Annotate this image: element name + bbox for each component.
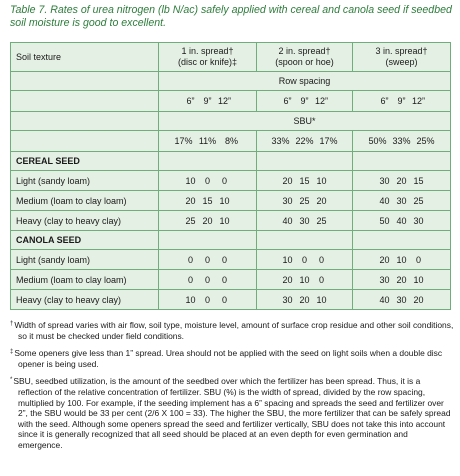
value-cell: 40	[379, 294, 390, 305]
header-label: Soil texture	[16, 51, 62, 62]
value-cell: 10	[219, 195, 230, 206]
value-cell: 25	[185, 215, 196, 226]
value-cell: 0	[221, 175, 227, 186]
value-cell: 30	[396, 195, 407, 206]
header-line: (spoon or hoe)	[275, 57, 334, 67]
soil-texture-cell	[11, 211, 159, 231]
blank-cell	[353, 152, 451, 171]
value-cell: 0	[187, 274, 193, 285]
value-cell: 20	[413, 294, 424, 305]
value-cell: 12”	[411, 96, 425, 106]
value-cell: 17%	[174, 136, 193, 146]
canola-row	[11, 250, 451, 270]
rate-values	[159, 216, 256, 226]
table-caption: Table 7. Rates of urea nitrogen (lb N/ac) safely applied with cereal and canola seed if seedbed soil moisture is good to excellent.	[10, 4, 452, 29]
value-cell: 20	[379, 254, 390, 265]
value-cell: 50%	[368, 136, 387, 146]
cereal-row	[11, 171, 451, 191]
sbu-values	[257, 136, 352, 146]
cereal-row	[11, 191, 451, 211]
rate-values	[159, 295, 256, 305]
footnote-text: Width of spread varies with air flow, soil type, moisture level, amount of surface crop residue and other soil conditions, so it must be checked under field conditions.	[14, 320, 454, 341]
value-cell: 33%	[271, 136, 290, 146]
section-label: CANOLA SEED	[16, 235, 82, 245]
value-cell: 20	[316, 195, 327, 206]
blank-cell	[257, 231, 353, 250]
rate-cell	[257, 270, 353, 290]
value-cell: 33%	[392, 136, 411, 146]
soil-texture-cell	[11, 270, 159, 290]
value-cell: 0	[204, 175, 210, 186]
header-line: (sweep)	[385, 57, 418, 67]
rate-cell	[159, 211, 257, 231]
value-cell: 6”	[283, 96, 292, 106]
soil-texture-label: Medium (loam to clay loam)	[16, 274, 127, 285]
sbu-values	[159, 136, 256, 146]
rate-values	[159, 275, 256, 285]
value-cell: 0	[204, 274, 210, 285]
header-line: 3 in. spread†	[375, 46, 428, 56]
value-cell: 0	[318, 274, 324, 285]
row-spacing-cell	[353, 91, 451, 112]
rate-cell	[353, 270, 451, 290]
table-body	[11, 43, 451, 310]
value-cell: 0	[318, 254, 324, 265]
cereal-section-row	[11, 152, 451, 171]
footnotes	[10, 319, 454, 457]
value-cell: 6”	[186, 96, 195, 106]
value-cell: 25%	[416, 136, 435, 146]
soil-texture-cell	[11, 171, 159, 191]
value-cell: 9”	[397, 96, 406, 106]
canola-row	[11, 290, 451, 310]
row-spacing-label-row	[11, 72, 451, 91]
sbu-label-row	[11, 112, 451, 131]
value-cell: 30	[282, 294, 293, 305]
value-cell: 25	[299, 195, 310, 206]
rate-values	[159, 196, 256, 206]
footnote-mark: ‡	[10, 349, 14, 356]
value-cell: 15	[202, 195, 213, 206]
rate-cell	[257, 191, 353, 211]
row-spacing-values	[159, 96, 256, 106]
value-cell: 0	[204, 294, 210, 305]
section-label: CEREAL SEED	[16, 156, 80, 166]
footnote-text: Some openers give less than 1” spread. Urea should not be applied with the seed on light soils when a double disc opener is being used.	[14, 348, 443, 369]
row-spacing-label	[159, 72, 451, 91]
soil-texture-label: Heavy (clay to heavy clay)	[16, 294, 122, 305]
footnote-mark: †	[10, 321, 14, 327]
rate-values	[353, 216, 450, 226]
value-cell: 20	[202, 215, 213, 226]
value-cell: 11%	[198, 136, 217, 146]
value-cell: 10	[282, 254, 293, 265]
value-cell: 10	[413, 274, 424, 285]
rate-values	[353, 275, 450, 285]
sbu-cell	[257, 131, 353, 152]
header-col3	[353, 43, 451, 72]
header-line: (disc or knife)‡	[177, 57, 238, 67]
header-row	[11, 43, 451, 72]
soil-texture-label: Light (sandy loam)	[16, 175, 91, 186]
rate-values	[353, 196, 450, 206]
rate-values	[159, 255, 256, 265]
footnote-dagger	[10, 319, 454, 341]
value-cell: 0	[415, 254, 421, 265]
value-cell: 8%	[224, 136, 238, 146]
rate-values	[257, 255, 352, 265]
rate-values	[353, 176, 450, 186]
footnote-mark: *	[10, 377, 13, 384]
value-cell: 0	[221, 294, 227, 305]
value-cell: 0	[221, 254, 227, 265]
value-cell: 9”	[300, 96, 309, 106]
blank-cell	[159, 231, 257, 250]
soil-texture-label: Heavy (clay to heavy clay)	[16, 215, 122, 226]
soil-texture-cell	[11, 290, 159, 310]
rate-values	[257, 196, 352, 206]
value-cell: 40	[282, 215, 293, 226]
header-soil-texture	[11, 43, 159, 72]
rate-cell	[159, 290, 257, 310]
rate-values	[257, 216, 352, 226]
value-cell: 9”	[203, 96, 212, 106]
rate-cell	[257, 290, 353, 310]
soil-texture-label: Medium (loam to clay loam)	[16, 195, 127, 206]
row-spacing-values-row	[11, 91, 451, 112]
value-cell: 10	[185, 294, 196, 305]
soil-texture-label: Light (sandy loam)	[16, 254, 91, 265]
header-line: 1 in. spread†	[181, 46, 234, 56]
value-cell: 30	[379, 175, 390, 186]
blank-cell	[159, 152, 257, 171]
row-spacing-cell	[159, 91, 257, 112]
sbu-cell	[159, 131, 257, 152]
rate-cell	[159, 250, 257, 270]
value-cell: 0	[221, 274, 227, 285]
value-cell: 20	[396, 274, 407, 285]
value-cell: 10	[396, 254, 407, 265]
rate-cell	[353, 211, 451, 231]
rate-cell	[353, 250, 451, 270]
value-cell: 40	[379, 195, 390, 206]
header-line: 2 in. spread†	[278, 46, 331, 56]
value-cell: 10	[185, 175, 196, 186]
value-cell: 20	[282, 175, 293, 186]
row-spacing-cell	[257, 91, 353, 112]
value-cell: 15	[299, 175, 310, 186]
cereal-row	[11, 211, 451, 231]
blank-cell	[11, 72, 159, 91]
blank-cell	[11, 91, 159, 112]
rate-values	[257, 295, 352, 305]
value-cell: 30	[282, 195, 293, 206]
value-cell: 0	[301, 254, 307, 265]
value-cell: 6”	[380, 96, 389, 106]
soil-texture-cell	[11, 191, 159, 211]
value-cell: 20	[299, 294, 310, 305]
urea-rates-table	[10, 42, 451, 310]
sbu-text: SBU*	[293, 116, 316, 126]
footnote-sbu	[10, 375, 454, 450]
rate-values	[159, 176, 256, 186]
value-cell: 20	[396, 175, 407, 186]
cereal-section-label	[11, 152, 159, 171]
value-cell: 25	[316, 215, 327, 226]
rate-values	[257, 176, 352, 186]
blank-cell	[353, 231, 451, 250]
value-cell: 15	[413, 175, 424, 186]
value-cell: 30	[413, 215, 424, 226]
canola-section-label	[11, 231, 159, 250]
canola-row	[11, 270, 451, 290]
rate-values	[257, 275, 352, 285]
blank-cell	[11, 112, 159, 131]
sbu-values	[353, 136, 450, 146]
row-spacing-values	[257, 96, 352, 106]
value-cell: 17%	[319, 136, 338, 146]
value-cell: 20	[282, 274, 293, 285]
value-cell: 0	[204, 254, 210, 265]
row-spacing-values	[353, 96, 450, 106]
rate-values	[353, 255, 450, 265]
canola-section-row	[11, 231, 451, 250]
rate-cell	[257, 211, 353, 231]
value-cell: 25	[413, 195, 424, 206]
blank-cell	[257, 152, 353, 171]
rate-cell	[159, 270, 257, 290]
rate-cell	[159, 191, 257, 211]
value-cell: 0	[187, 254, 193, 265]
header-col1	[159, 43, 257, 72]
value-cell: 20	[185, 195, 196, 206]
value-cell: 30	[379, 274, 390, 285]
value-cell: 12”	[314, 96, 328, 106]
value-cell: 10	[316, 175, 327, 186]
footnote-text: SBU, seedbed utilization, is the amount of the seedbed over which the fertilizer has been spread. Thus, it is a reflection of the relative concentration of fertilizer. SBU (%) is the width of spread, divided by the row spacing, multiplied by 100. For example, if the seeding implement has a 6” spacing and spreads the seed and fertilizer over 2”, the SBU would be 33 per cent (2/6 X 100 = 33). The higher the SBU, the more fertilizer that can be safely spread with the seed. Although some openers spread the seed and fertilizer vertically, SBU does not take this into account since it is generally recognized that all seed should be placed at an even depth for even germination and emergence.	[13, 376, 451, 450]
value-cell: 10	[316, 294, 327, 305]
rate-cell	[353, 171, 451, 191]
footnote-double-dagger	[10, 347, 454, 369]
value-cell: 12”	[217, 96, 231, 106]
value-cell: 10	[299, 274, 310, 285]
sbu-cell	[353, 131, 451, 152]
rate-cell	[257, 171, 353, 191]
value-cell: 50	[379, 215, 390, 226]
rate-cell	[257, 250, 353, 270]
sbu-values-row	[11, 131, 451, 152]
value-cell: 30	[299, 215, 310, 226]
rate-values	[353, 295, 450, 305]
rate-cell	[159, 171, 257, 191]
header-col2	[257, 43, 353, 72]
sbu-label	[159, 112, 451, 131]
value-cell: 22%	[295, 136, 314, 146]
blank-cell	[11, 131, 159, 152]
value-cell: 30	[396, 294, 407, 305]
value-cell: 40	[396, 215, 407, 226]
rate-cell	[353, 290, 451, 310]
soil-texture-cell	[11, 250, 159, 270]
rate-cell	[353, 191, 451, 211]
value-cell: 10	[219, 215, 230, 226]
row-spacing-text: Row spacing	[278, 76, 331, 86]
